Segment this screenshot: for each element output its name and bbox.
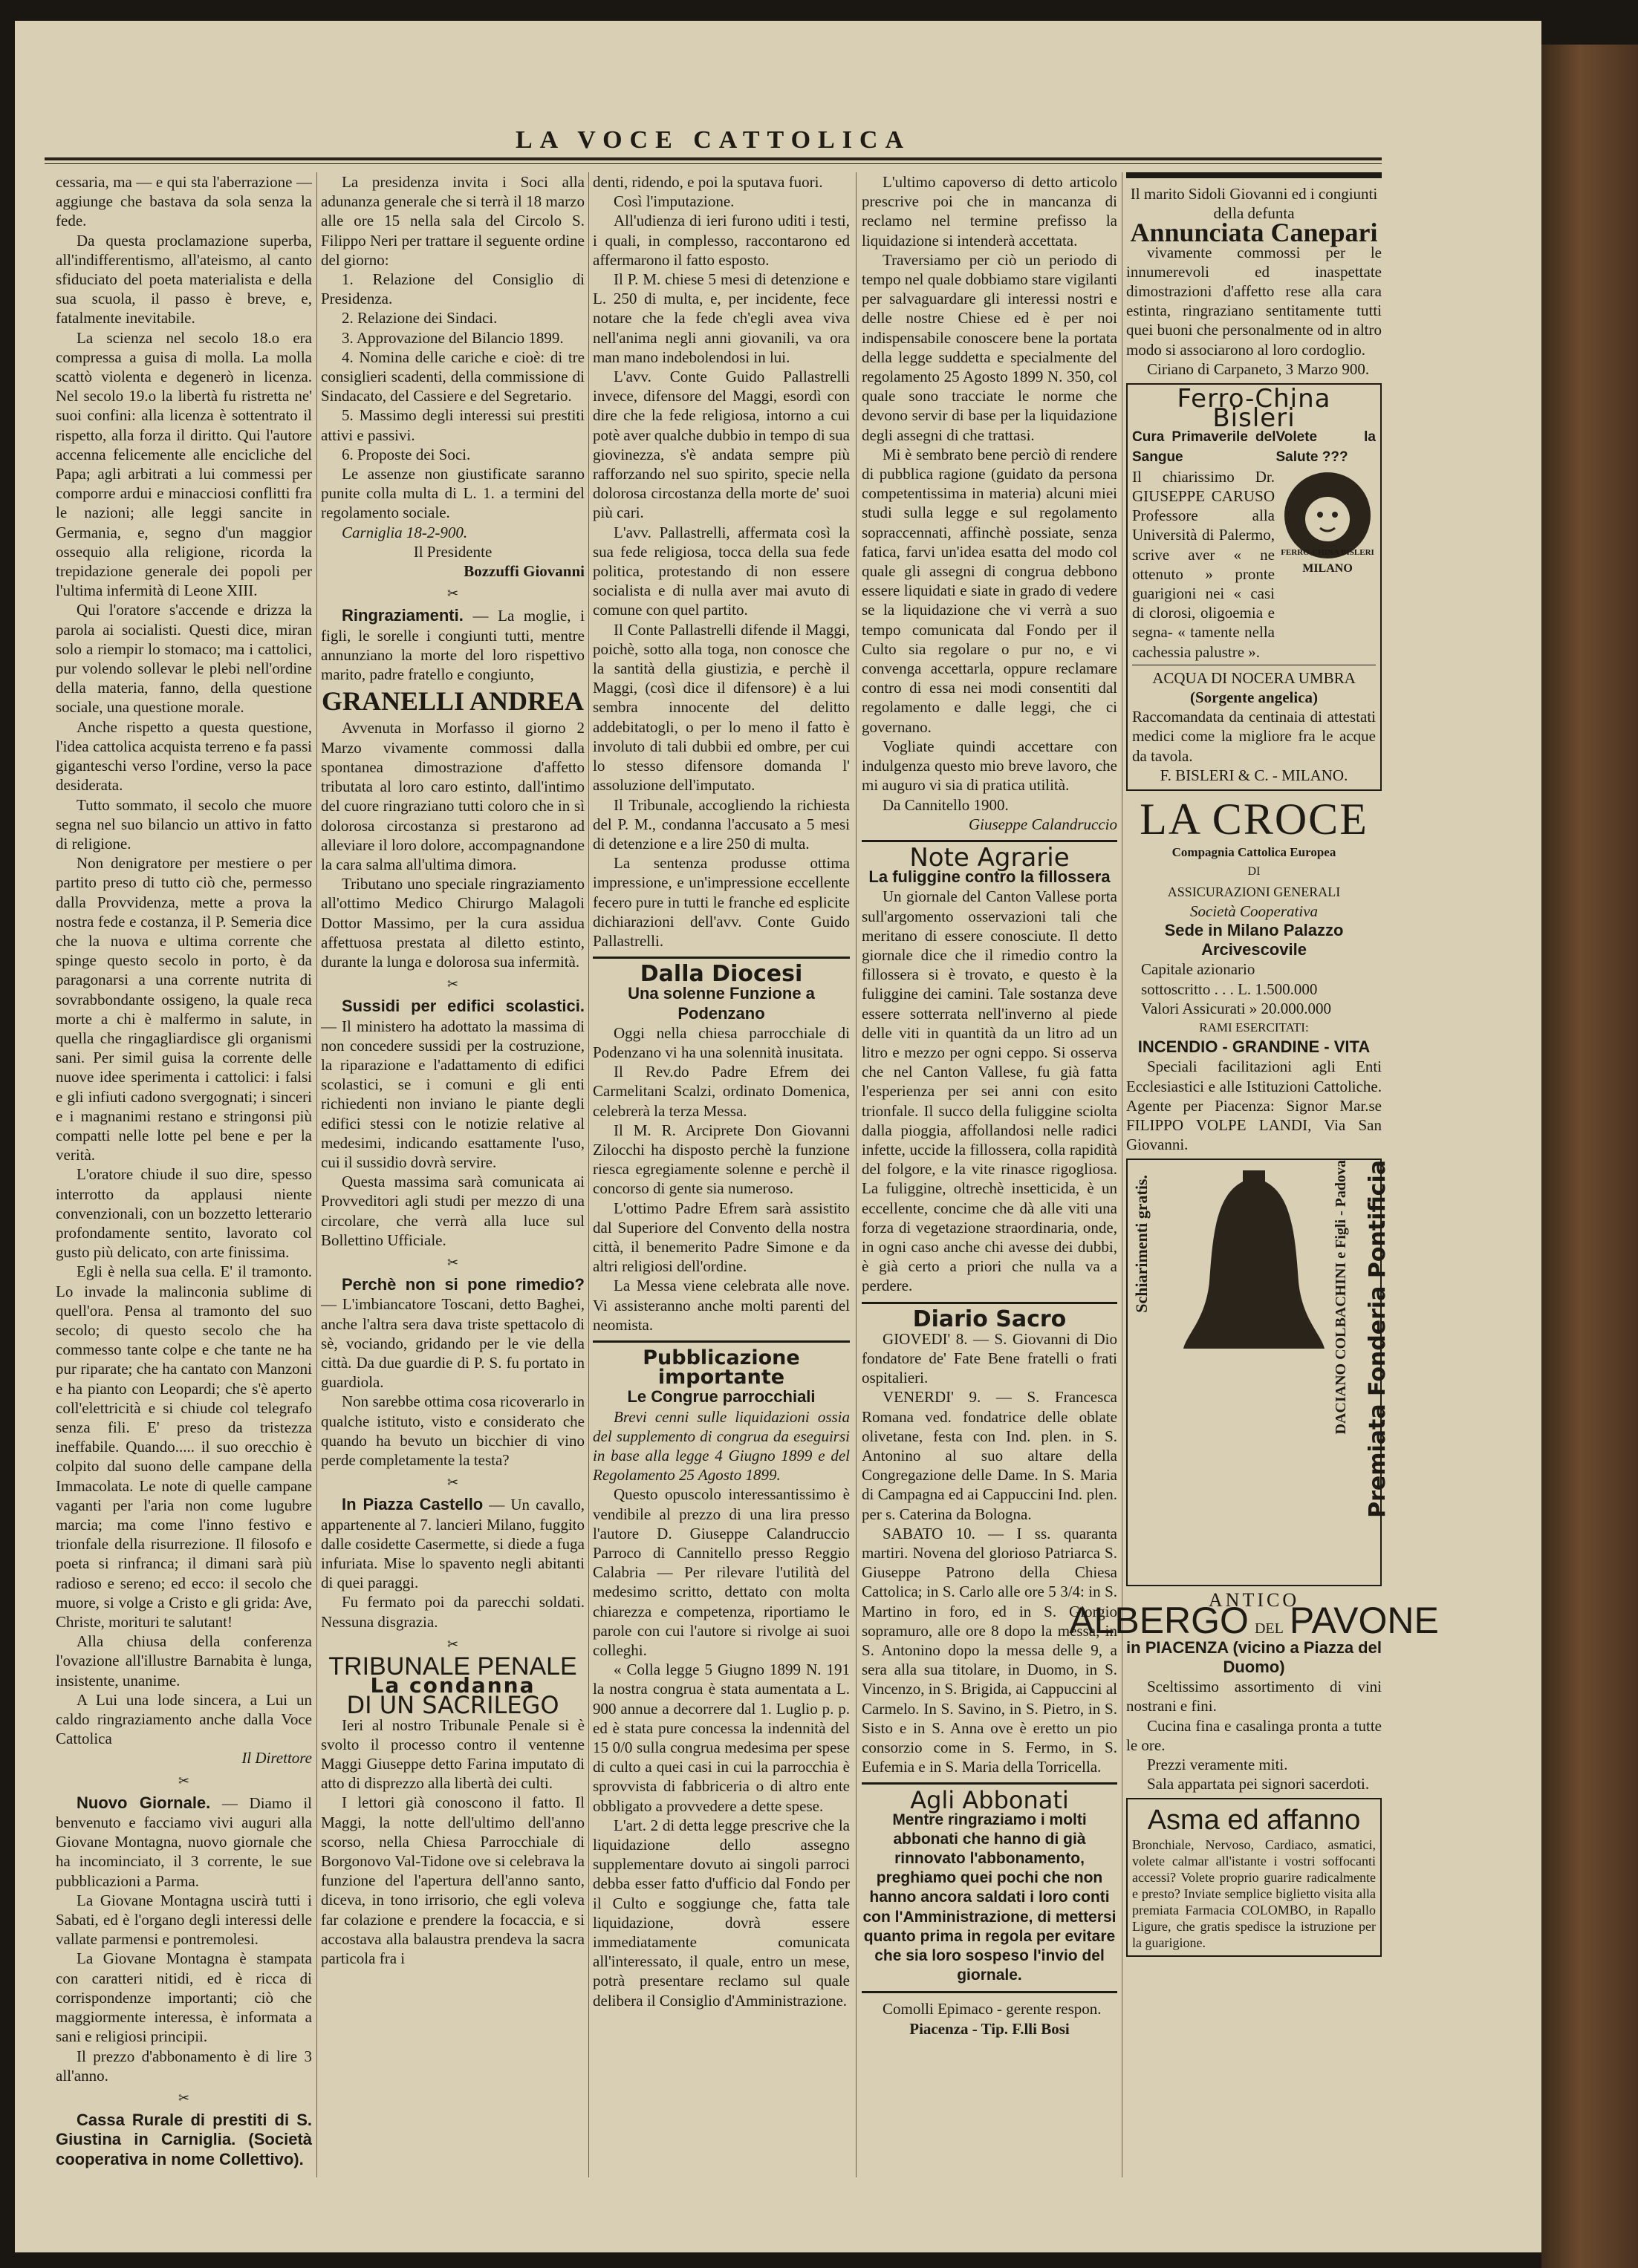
paragraph: La Giovane Montagna è stampata con caratteri nitidi, ed è ricca di corrispondenze importanti; ciò che maggiormente interessa, è informata a sani e religiosi principii. — [56, 1949, 312, 2046]
ad-title: LA CROCE — [1140, 795, 1368, 844]
paragraph: vivamente commossi per le innumerevoli ed inaspettate dimostrazioni d'affetto rese alla cara estinta, ringraziano sentitamente tutti quei buoni che personalmente od in altro modo si associarono al loro cordoglio. — [1126, 243, 1382, 359]
ornament-divider: ✂ — [178, 1773, 190, 1788]
agenda-item: 4. Nomina delle cariche e cioè: di tre consiglieri scadenti, della commissione di Sindacato, del Cassiere e del Segretario. — [321, 348, 585, 405]
paragraph: Traversiamo per ciò un periodo di tempo nel quale dobbiamo stare vigilanti per salvaguardare gli interessi nostri e delle nostre Chiese ed è per noi indispensabile conoscere bene la portata della legge suddetta e specialmente del regolamento 25 Agosto 1899 N. 350, col quale sono tracciate le norme che devono servir di base per la liquidazione degli assegni di che trattasi. — [862, 250, 1117, 444]
ad-subtitle: Volete la Salute ??? — [1275, 429, 1376, 465]
ad-text: Prezzi veramente miti. — [1147, 1755, 1288, 1773]
deceased-name: GRANELLI ANDREA — [321, 686, 585, 717]
publisher-line: Comolli Epimaco - gerente respon. — [883, 2000, 1102, 2018]
paragraph: L'art. 2 di detta legge prescrive che la liquidazione dello assegno supplementare dovuto ai singoli parroci debba esser fatto d'ufficio dal Fondo per il Culto e soggiunge che, fatta tale liquidazione, dovrà essere immediatamente comunicata all'interessato, il quale, entro un mese, potrà presentare reclamo sul quale delibera il Consiglio d'Amministrazione. — [593, 1816, 850, 2010]
article-heading: Ringraziamenti. — [342, 606, 464, 625]
paragraph: La scienza nel secolo 18.o era compressa a guisa di molla. La molla scattò violenta e degenerò in licenza. Nel secolo 19.o la libertà fu ristretta ne' suoi confini: alla licenza è sottentrato il rispetto, alla forza il diritto. Qui l'autore accenna felicemente alle encicliche del Papa; agli arbitrati a lui commessi per comporre ardui e minacciosi conflitti fra le nazioni; alle leggi sancite in Germania, e, segno d'un maggior ossequio alla religione, ricorda la trepidazione generale dei popoli per l'ultima infermità di Leone XIII. — [56, 328, 312, 600]
section-heading: Pubblicazione importante — [643, 1346, 800, 1389]
bell-illustration — [1172, 1170, 1336, 1363]
lion-head-illustration — [1279, 467, 1376, 579]
agenda-item: 1. Relazione del Consiglio di Presidenza. — [321, 270, 585, 308]
masthead: LA VOCE CATTOLICA — [515, 126, 911, 154]
paragraph: La sentenza produsse ottima impressione, e un'impressione eccellente fecero pure in tutti le franche ed esplicite dichiarazioni dell'avv. Conte Guido Pallastrelli. — [593, 854, 850, 950]
agenda-item: 5. Massimo degli interessi sui prestiti attivi e passivi. — [321, 406, 585, 444]
paragraph: Qui l'oratore s'accende e drizza la parola ai socialisti. Questi dice, miran solo a riempir lo stomaco; ma i cattolici, pur volendo sollevar le plebi nell'ordine della materia, fanno, della questione sociale, una questione morale. — [56, 601, 312, 717]
ad-subtitle: Sede in Milano Palazzo Arcivescovile — [1164, 920, 1344, 959]
ad-text: Cucina fina e casalinga pronta a tutte le ore. — [1126, 1716, 1382, 1754]
paragraph: Il Conte Pallastrelli difende il Maggi, poichè, sotto alla toga, non conosce che la santità della giustizia, e perchè il Maggi, (così dice il difensore) è a lui sembra innocente del delitto addebitatogli, o per lo meno il fatto è involuto di tali dubbii ed ombre, per cui lo stesso difensore domanda l' assoluzione dell'imputato. — [593, 620, 850, 795]
paragraph: Mi è sembrato bene perciò di rendere di pubblica ragione (guidato da persona competentissima in materia) alcuni miei studi sulla legge e sul regolamento sopraccennati, affinchè possiate, senza fatica, farvi un'idea esatta del modo col quale gli assegni di congrua debbono essere liquidati e siate in grado di vedere se la liquidazione che vi verrà a suo tempo comunicata dal Fondo per il Culto sia regolare o pur no, e vi convenga accettarla, oppure reclamare contro di essa nei modi consentiti dal regolamento e dalle leggi, che ci governano. — [862, 445, 1117, 736]
ad-note: Schiarimenti gratis. — [1132, 1175, 1151, 1314]
paragraph: Fu fermato poi da parecchi soldati. Nessuna disgrazia. — [321, 1593, 585, 1631]
ad-text: Raccomandata da centinaia di attestati medici come la migliore fra le acque da tavola. — [1132, 708, 1376, 765]
paragraph: Un giornale del Canton Vallese porta sull'argomento osservazioni tali che meritano di essere conosciute. Il detto giornale dice che il rimedio contro la fillossera si è trovato, e questo è la fuliggine dei camini. Tale sostanza deve essere sotterrata nell'inverno al piede delle viti in quantità da un litro ad un litro e mezzo per ogni ceppo. Si osserva che nel Canton Vallese, fu già fatta l'esperienza per sei anni con esito trionfale. Il succo della fuliggine sciolta dalla pioggia, affollandosi nelle radici infette, uccide la fillossera, colla rapidità del folgore, e la vite rinasce rigogliosa. La fuliggine, oltrechè insetticida, è un eccellente, concime che dà alle viti una forza di vegetazione straordinaria, onde, in ogni caso anche chi avesse dei dubbi, è già certo a priori che nulla va a perdere. — [862, 887, 1117, 1295]
agenda-item: 6. Proposte dei Soci. — [342, 445, 471, 463]
paragraph: Brevi cenni sulle liquidazioni ossia del supplemento di congrua da eseguirsi in base alla legge 4 Giugno 1899 e del Regolamento 25 Agosto 1899. — [593, 1407, 850, 1485]
ad-subtitle: ASSICURAZIONI GENERALI — [1167, 884, 1341, 899]
ad-subtitle: ANTICO — [1208, 1589, 1300, 1612]
ad-title: Premiata Fonderia Pontificia — [1364, 1160, 1391, 1519]
paragraph: Avvenuta in Morfasso il giorno 2 Marzo vivamente commossi dalla spontanea dimostrazione d'affetto tributata al loro caro estinto, dall'intimo del cuore ringraziano tutti coloro che in sì dolorosa circostanza si prestarono ad alleviare il loro dolore, accompagnandone la cara salma all'ultima dimora. — [321, 719, 585, 873]
ad-subtitle: INCENDIO - GRANDINE - VITA — [1137, 1037, 1371, 1057]
paragraph: Il Tribunale, accogliendo la richiesta del P. M., condanna l'accusato a 5 mesi di detenzione e a lire 250 di multa. — [593, 795, 850, 853]
section-heading: Diario Sacro — [912, 1306, 1067, 1332]
ad-subtitle: ACQUA DI NOCERA UMBRA — [1152, 668, 1356, 687]
paragraph: Ieri al nostro Tribunale Penale si è svolto il processo contro il ventenne Maggi Giuseppe detto Farina imputato di atto di disprezzo alla libertà dei culti. — [321, 1715, 585, 1793]
ad-city: MILANO — [1302, 561, 1353, 575]
ad-text: Capitale azionario — [1141, 960, 1255, 979]
paragraph: L'ultimo capoverso di detto articolo prescrive poi che in mancanza di reclamo nel termine prefisso la liquidazione si intenderà accettata. — [862, 173, 1117, 250]
paragraph: Questa massima sarà comunicata ai Provveditori agli studi per mezzo di una circolare, che verrà alla luce sul Bollettino Ufficiale. — [321, 1173, 585, 1249]
paragraph: — L'imbiancatore Toscani, detto Baghei, anche l'altra sera dava triste spettacolo di sè, vociando, gridando per le vie della città. Da due guardie di P. S. fu portato in guardiola. — [321, 1295, 585, 1392]
ad-subtitle: in PIACENZA (vicino a Piazza del Duomo) — [1126, 1638, 1382, 1676]
ornament-divider: ✂ — [446, 1636, 459, 1652]
article-heading: Perchè non si pone rimedio? — [342, 1275, 585, 1294]
dateline: Ciriano di Carpaneto, 3 Marzo 900. — [1147, 359, 1370, 378]
book-binding — [1541, 45, 1638, 2268]
ad-text: Bronchiale, Nervoso, Cardiaco, asmatici, volete calmar all'istante i vostri soffocanti accessi? Volete proprio guarire radicalmente e presto? Inviate semplice biglietto visita alla premiata Farmacia COLOMBO, in Rapallo Ligure, che gratis spedisce la istruzione per la guarigione. — [1132, 1837, 1376, 1951]
ad-subtitle: Compagnia Cattolica Europea — [1171, 845, 1336, 860]
paragraph: GIOVEDI' 8. — S. Giovanni di Dio fondatore de' Fate Bene fratelli o frati ospitalieri. — [862, 1329, 1117, 1387]
column-4 — [862, 172, 1117, 2039]
ad-title: PAVONE — [1289, 1599, 1439, 1641]
paragraph: L'ottimo Padre Efrem sarà assistito dal Superiore del Convento della nostra città, il benemerito Padre Simone e da altri religiosi dell'ordine. — [593, 1199, 850, 1276]
masthead-rule-thin — [45, 163, 1382, 164]
ad-subtitle: RAMI ESERCITATI: — [1199, 1020, 1309, 1034]
paragraph: Alla chiusa della conferenza l'ovazione all'illustre Barnabita è lunga, insistente, unanime. — [56, 1632, 312, 1689]
article-heading: In Piazza Castello — [342, 1495, 484, 1514]
notice: Il marito Sidoli Giovanni ed i congiunti della defunta — [1130, 185, 1378, 223]
column-3 — [593, 172, 850, 2010]
paragraph: Il P. M. chiese 5 mesi di detenzione e L. 250 di multa, e, per incidente, fece notare che la fede ch'egli avea viva nell'anima negli anni giovanili, va ora man mano indebolendosi in lui. — [593, 270, 850, 366]
agenda-item: 3. Approvazione del Bilancio 1899. — [342, 328, 564, 347]
article-heading: Una solenne Funzione a Podenzano — [628, 984, 815, 1023]
ornament-divider: ✂ — [446, 1475, 459, 1490]
paragraph: Il prezzo d'abbonamento è di lire 3 all'anno. — [56, 2047, 312, 2085]
paragraph: Non sarebbe ottima cosa ricoverarlo in qualche istituto, visto e considerato che quando ha bevuto un bicchier di vino perde completamente la testa? — [321, 1392, 585, 1469]
ornament-divider: ✂ — [446, 977, 459, 992]
paragraph: All'udienza di ieri furono uditi i testi, i quali, in complesso, raccontarono ed affermarono il fatto esposto. — [593, 212, 850, 269]
paragraph: Oggi nella chiesa parrocchiale di Podenzano vi ha una solennità inusitata. — [593, 1023, 850, 1061]
ad-title: Asma ed affanno — [1147, 1805, 1361, 1837]
deceased-name: Annunciata Canepari — [1130, 218, 1378, 248]
ad-text: Sceltissimo assortimento di vini nostrani e fini. — [1126, 1678, 1382, 1715]
ad-text: Sala appartata pei signori sacerdoti. — [1147, 1775, 1370, 1793]
section-heading: Note Agrarie — [909, 842, 1070, 873]
paragraph: Questo opuscolo interessantissimo è vendibile al prezzo di una lira presso l'autore D. Giuseppe Calandruccio Parroco di Cannitello presso Reggio Calabria — Per rilevare l'utilità del medesimo scritto, dettato con molta chiarezza e competenza, riportiamo le parole con cui l'autore si rivolge ai suoi colleghi. — [593, 1485, 850, 1660]
paragraph: Il Rev.do Padre Efrem dei Carmelitani Scalzi, ordinato Domenica, celebrerà la terza Messa. — [593, 1063, 850, 1120]
paragraph: — Un cavallo, appartenente al 7. lancieri Milano, fuggito dalle cosidette Casermette, si diede a fuga infuriata. Mise lo spavento negli abitanti di quei paraggi. — [321, 1496, 585, 1592]
paragraph: Non denigratore per mestiere o per partito preso di tutto ciò che, permesso dalla Provvidenza, mette a prova la nostra fede e costanza, il P. Semeria dice che la nuova e ultima corrente che spinge questo secolo in porto, è da paragonarsi a una corrente nutrita di sovrabbondante ossigeno, la quale reca morte a chi è malfermo in salute, in quella che ringagliardisce gli organismi sani. Per simil guisa la corrente delle nuove idee sperimenta i cattolici: i falsi e gli infiuti cadono svergognati; i sinceri e i magnanimi restano e stringonsi più compatti nelle lotte pel bene e per la verità. — [56, 854, 312, 1164]
paragraph: Tributano uno speciale ringraziamento all'ottimo Medico Chirurgo Malagoli Dottor Massimo, per la cura assidua affettuosa prestata al diletto estinto, durante la lunga e dolorosa sua infermità. — [321, 875, 585, 971]
ad-text: Il chiarissimo Dr. GIUSEPPE CARUSO Professore alla Università di Palermo, scrive aver « ne ottenuto » pronte guarigioni nei « casi di clorosi, oligoemia e segna- « tamente nella cachessia palustre ». — [1132, 467, 1275, 661]
paragraph: La Messa viene celebrata alle nove. Vi assisteranno anche molti parenti del neomista. — [593, 1277, 850, 1334]
signature: Bozzuffi Giovanni — [464, 562, 585, 581]
article-heading: Sussidi per edifici scolastici. — [342, 997, 585, 1016]
dateline: Carniglia 18-2-900. — [342, 523, 468, 541]
ad-title: DEL — [1254, 1620, 1284, 1637]
paragraph: Il M. R. Arciprete Don Giovanni Zilocchi ha disposto perchè la funzione riesca egregiamente solenne e perchè il concorso di gente sia numeroso. — [593, 1121, 850, 1198]
agenda-item: 2. Relazione dei Sindaci. — [342, 309, 498, 328]
paragraph: — Diamo il benvenuto e facciamo vivi auguri alla Giovane Montagna, nuovo giornale che ha incominciato, il 3 corrente, le sue pubblicazioni a Parma. — [56, 1793, 312, 1890]
paragraph: « Colla legge 5 Giugno 1899 N. 191 la nostra congrua è stata aumentata a L. 900 annue a decorrere dal 1. Luglio p. p. ed è stata pure concessa la indennità del 15 0/0 sulla congrua medesima per spese di culto a quei casi in cui la parrocchia è sprovvista di fabbriceria o di altro ente obbligato a provvedere a dette spese. — [593, 1661, 850, 1815]
paragraph: L'avv. Pallastrelli, affermata così la sua fede religiosa, tocca della sua fede politica, protestando di non essere socialista e di nulla aver mai avuto di comune con quel partito. — [593, 523, 850, 619]
ad-footer: F. BISLERI & C. - MILANO. — [1160, 766, 1348, 784]
ad-text: Valori Assicurati » 20.000.000 — [1141, 999, 1332, 1017]
paragraph: Tutto sommato, il secolo che muore segna nel suo bilancio un attivo in fatto di religione. — [56, 795, 312, 853]
paragraph: cessaria, ma — e qui sta l'aberrazione — aggiunge che bastava da sola senza la fede. — [56, 173, 312, 230]
section-subheading: La condanna — [370, 1673, 536, 1698]
ad-subtitle: DACIANO COLBACHINI e Figli - Padova — [1332, 1160, 1349, 1435]
section-subheading: DI UN SACRILEGO — [346, 1691, 559, 1720]
paragraph: Così l'imputazione. — [614, 192, 735, 211]
advertisement-ferro-china — [1126, 383, 1382, 791]
paragraph: L'oratore chiude il suo dire, spesso interrotto da applausi niente convenzionali, con un bozzetto letterario profondamente sentito, lavorato col gusto più delicato, con arte finissima. — [56, 1165, 312, 1262]
column-separator — [856, 172, 857, 2177]
section-heading: TRIBUNALE PENALE — [328, 1652, 577, 1681]
ad-title: Ferro-China Bisleri — [1177, 384, 1331, 434]
paragraph: I lettori già conoscono il fatto. Il Maggi, la notte dell'ultimo dell'anno scorso, nella Chiesa Parrocchiale di Borgonovo Val-Tidone ove si celebrava la funzione del l'apertura dell'anno santo, diceva, in tono irrisorio, che egli voleva far colazione e prendere la focaccia, e si accostava alla balaustra prendeva la sacra particola fra i — [321, 1793, 585, 1968]
paragraph: A Lui una lode sincera, a Lui un caldo ringraziamento anche dalla Voce Cattolica — [56, 1690, 312, 1748]
paragraph: — Il ministero ha adottato la massima di non concedere sussidi per la costruzione, la riparazione e l'adattamento di edifici scolastici, se i comuni e gli enti richiedenti non inviano le piante degli edifici stessi con le notizie relative al medesimi, indicando esattamente l'uso, cui il sussidio dovrà servire. — [321, 1017, 585, 1171]
paragraph: — La moglie, i figli, le sorelle i congiunti tutti, mentre annunziano la morte del loro rispettivo marito, padre fratello e congiunto, — [321, 607, 585, 684]
ornament-divider: ✂ — [178, 2090, 190, 2105]
ad-title: ALBERGO — [1069, 1599, 1249, 1641]
signature-title: Il Presidente — [413, 542, 493, 561]
paragraph: Vogliate quindi accettare con indulgenza questo mio breve lavoro, che mi auguro vi sia di pratica utilità. — [862, 737, 1117, 795]
section-heading: Dalla Diocesi — [640, 961, 803, 988]
column-1 — [56, 172, 312, 2169]
signature: Giuseppe Calandruccio — [968, 815, 1117, 833]
paragraph: SABATO 10. — I ss. quaranta martiri. Novena del glorioso Patriarca S. Giuseppe Patrono della Chiesa Cattolica; in S. Carlo alle ore 5 3/4: in S. Martino in foro, ed in S. Giorgio sopramuro, alle ore 8 dopo la messa, in S. Antonino dopo la messa delle 9, a sera alla sua titolare, in Duomo, in S. Vincenzo, in S. Brigida, ai Cappuccini al Carmelo. In S. Savino, in S. Pietro, in S. Sisto e in S. Anna ove è eretto un pio consorzio come in S. Fermo, in S. Eufemia e in S. Maria della Torricella. — [862, 1524, 1117, 1776]
column-separator — [588, 172, 589, 2177]
printer-line: Piacenza - Tip. F.lli Bosi — [909, 2019, 1070, 2038]
ad-subtitle: Società Cooperativa — [1189, 902, 1319, 920]
paragraph: Le assenze non giustificate saranno punite colla multa di L. 1. a termini del regolamento sociale. — [321, 465, 585, 522]
advertisement-asma — [1126, 1798, 1382, 1957]
bottle-label: FERRO-CHINA BISLERI — [1281, 547, 1374, 557]
article-heading: La fuliggine contro la fillossera — [868, 867, 1111, 887]
paragraph: VENERDI' 9. — S. Francesca Romana ved. fondatrice delle oblate olivetane, festa con Ind. plen. in S. Antonino al suo altare della Congregazione delle Dame. In S. Maria di Campagna ed ai Cappuccini Ind. plen. per s. Caterina da Bologna. — [862, 1388, 1117, 1523]
ad-subtitle: (Sorgente angelica) — [1189, 688, 1319, 707]
paragraph: La presidenza invita i Soci alla adunanza generale che si terrà il 18 marzo alle ore 15 nella sala del Circolo S. Filippo Neri per trattare il seguente ordine del giorno: — [321, 173, 585, 269]
ad-text: Speciali facilitazioni agli Enti Ecclesiastici e alle Istituzioni Cattoliche. Agente per Piacenza: Signor Mar.se FILIPPO VOLPE LANDI, Via San Giovanni. — [1126, 1058, 1382, 1154]
ornament-divider: ✂ — [446, 586, 459, 602]
paragraph: La Giovane Montagna uscirà tutti i Sabati, ed è l'organo degli interessi delle vallate parmensi e pontremolesi. — [56, 1891, 312, 1949]
masthead-rule — [45, 157, 1382, 160]
article-heading: Nuovo Giornale. — [77, 1793, 211, 1812]
article-heading: Le Congrue parrocchiali — [627, 1387, 816, 1407]
column-2 — [321, 172, 585, 1968]
dateline: Da Cannitello 1900. — [883, 795, 1009, 814]
article-heading: Cassa Rurale di prestiti di S. Giustina in Carniglia. (Società cooperativa in nome Collettivo). — [56, 2111, 312, 2168]
paragraph: Anche rispetto a questa questione, l'idea cattolica acquista terreno e fa passi giganteschi verso l'ordine, verso la pace desiderata. — [56, 717, 312, 795]
paragraph: Da questa proclamazione superba, all'indifferentismo, all'ateismo, al canto sfiduciato del poeta materialista e della sua scuola, il passo è breve, e, fatalmente inevitabile. — [56, 231, 312, 328]
ad-text: sottoscritto . . . L. 1.500.000 — [1141, 980, 1318, 998]
ornament-divider: ✂ — [446, 1254, 459, 1270]
ad-subtitle: DI — [1247, 865, 1261, 879]
notice: Mentre ringraziamo i molti abbonati che hanno di già rinnovato l'abbonamento, preghiamo quei pochi che non hanno ancora saldati i loro conti con l'Amministrazione, di mettersi quanto prima in regola per evitare che sia loro sospeso l'invio del giornale. — [862, 1811, 1117, 1984]
paragraph: Egli è nella sua cella. E' il tramonto. Lo invade la malinconia sublime di quell'ora. Pensa al tramonto del suo secolo; di questo secolo che ha commesso tante colpe e che tante ne ha pur riparate; che ha cantato con Manzoni e ha pianto con Leopardi; che s'è aperto coll'elettricità e si chiude col telegrafo senza fili. E' preso da tristezza ineffabile. Quando..... il suo orecchio è colpito dal suono delle campane della Immacolata. Le note di quelle campane vaganti per l'aria non come lugubre marcia; ma come l'inno festivo e trionfale della risurrezione. Il filosofo e poeta si rinfranca; il dimani sarà più radioso e sereno; ed ecco: il secolo che muore, si volge a Cristo e gli grida: Ave, Christe, morituri te salutant! — [56, 1262, 312, 1632]
column-5 — [1069, 172, 1439, 1961]
ad-subtitle: Cura Primaverile del Sangue — [1132, 429, 1276, 465]
signature: Il Direttore — [241, 1749, 312, 1767]
paragraph: denti, ridendo, e poi la sputava fuori. — [593, 173, 823, 191]
advertisement-fonderia — [1126, 1159, 1391, 1586]
paragraph: L'avv. Conte Guido Pallastrelli invece, difensore del Maggi, esordì con dire che la fede religiosa, intorno a cui potè aver qualche dubbio in tempo di sua giovinezza, s'è andata sempre più rafforzando nel suo spirito, specie nella dolorosa circostanza della morte de' suoi più cari. — [593, 368, 850, 522]
column-separator — [316, 172, 317, 2177]
section-heading: Agli Abbonati — [910, 1786, 1069, 1815]
